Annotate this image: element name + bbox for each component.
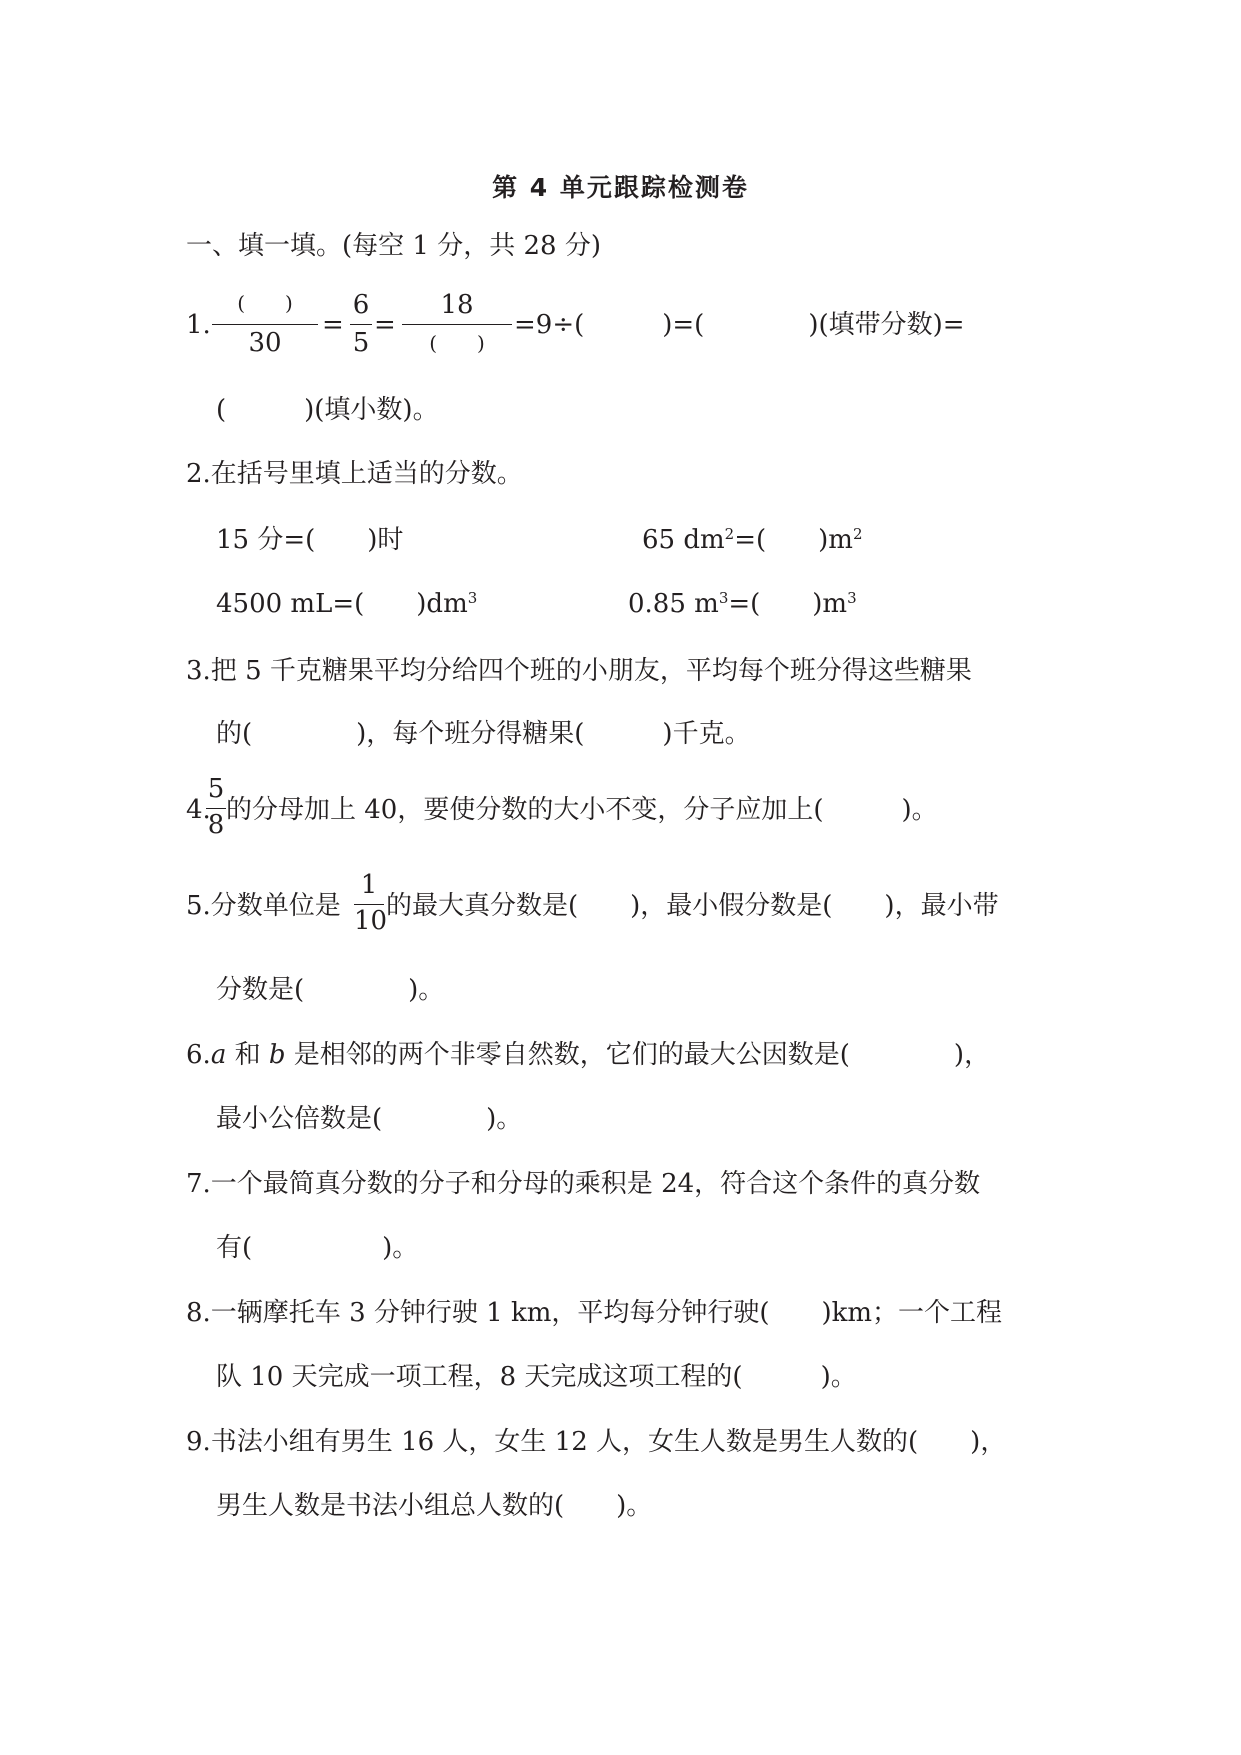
q3-line1: 3.把 5 千克糖果平均分给四个班的小朋友，平均每个班分得这些糖果 (186, 656, 972, 686)
q8-line2: 队 10 天完成一项工程，8 天完成这项工程的( )。 (216, 1362, 857, 1392)
q1-fraction-3-numerator: 18 (440, 290, 474, 320)
q1-rest: =9÷( )=( )(填带分数)= (514, 310, 965, 340)
q1-fraction-1 (212, 288, 318, 364)
q1-fraction-1-denominator: 30 (248, 328, 282, 358)
q2-item-b: 65 $dm^2=$( )$m^2$ (642, 525, 863, 555)
q1-equals-1: = (322, 310, 344, 340)
q2-item-c: 4500 mL=( )$dm^3$ (216, 589, 478, 619)
q1-fraction-3 (402, 288, 512, 364)
q2-item-d: 0.85 $m^3=$( )$m^3$ (628, 589, 857, 619)
q1-fraction-1-numerator: ( ) (237, 291, 293, 315)
fraction-bar (350, 324, 372, 325)
fraction-bar (212, 324, 318, 325)
q8-line1: 8.一辆摩托车 3 分钟行驶 1 km，平均每分钟行驶( )km；一个工程 (186, 1298, 1003, 1328)
q1-fraction-2-numerator: 6 (352, 290, 370, 320)
q3-line2: 的( )，每个班分得糖果( )千克。 (216, 719, 751, 749)
q9-line1: 9.书法小组有男生 16 人，女生 12 人，女生人数是男生人数的( )， (186, 1427, 1007, 1457)
section-heading: 一、填一填。(每空 1 分，共 28 分) (186, 231, 601, 261)
q4-fraction (206, 774, 226, 844)
q2-item-a: 15 分=( )时 (216, 525, 404, 555)
q1-equals-2: = (374, 310, 396, 340)
q5-fraction-denominator: 10 (354, 906, 388, 936)
fraction-bar (402, 324, 512, 325)
page-title: 第 4 单元跟踪检测卷 (492, 173, 749, 202)
q4-fraction-numerator: 5 (207, 774, 225, 804)
fraction-bar (354, 904, 384, 905)
q5-prefix: 5.分数单位是 (186, 891, 341, 921)
q4-rest: 的分母加上 40，要使分数的大小不变，分子应加上( )。 (226, 795, 938, 825)
q5-rest: 的最大真分数是( )，最小假分数是( )，最小带 (386, 891, 999, 921)
q1-number: 1. (186, 310, 211, 340)
q1-fraction-2-denominator: 5 (352, 328, 370, 358)
q5-line2: 分数是( )。 (216, 975, 445, 1005)
q6-line1: 6.a 和 b 是相邻的两个非零自然数，它们的最大公因数是( )， (186, 1040, 991, 1070)
q9-line2: 男生人数是书法小组总人数的( )。 (216, 1491, 653, 1521)
q1-fraction-3-denominator: ( ) (429, 331, 485, 355)
fraction-bar (206, 808, 226, 809)
q6-line2: 最小公倍数是( )。 (216, 1104, 523, 1134)
q2-prompt: 2.在括号里填上适当的分数。 (186, 459, 523, 489)
q4-fraction-denominator: 8 (207, 810, 225, 840)
q1-fraction-2 (350, 288, 372, 364)
q5-fraction (354, 870, 388, 940)
q4-number: 4. (186, 795, 211, 825)
q7-line1: 7.一个最简真分数的分子和分母的乘积是 24，符合这个条件的真分数 (186, 1169, 981, 1199)
q1-line2: ( )(填小数)。 (216, 395, 439, 425)
q5-fraction-numerator: 1 (360, 870, 378, 900)
q7-line2: 有( )。 (216, 1233, 419, 1263)
